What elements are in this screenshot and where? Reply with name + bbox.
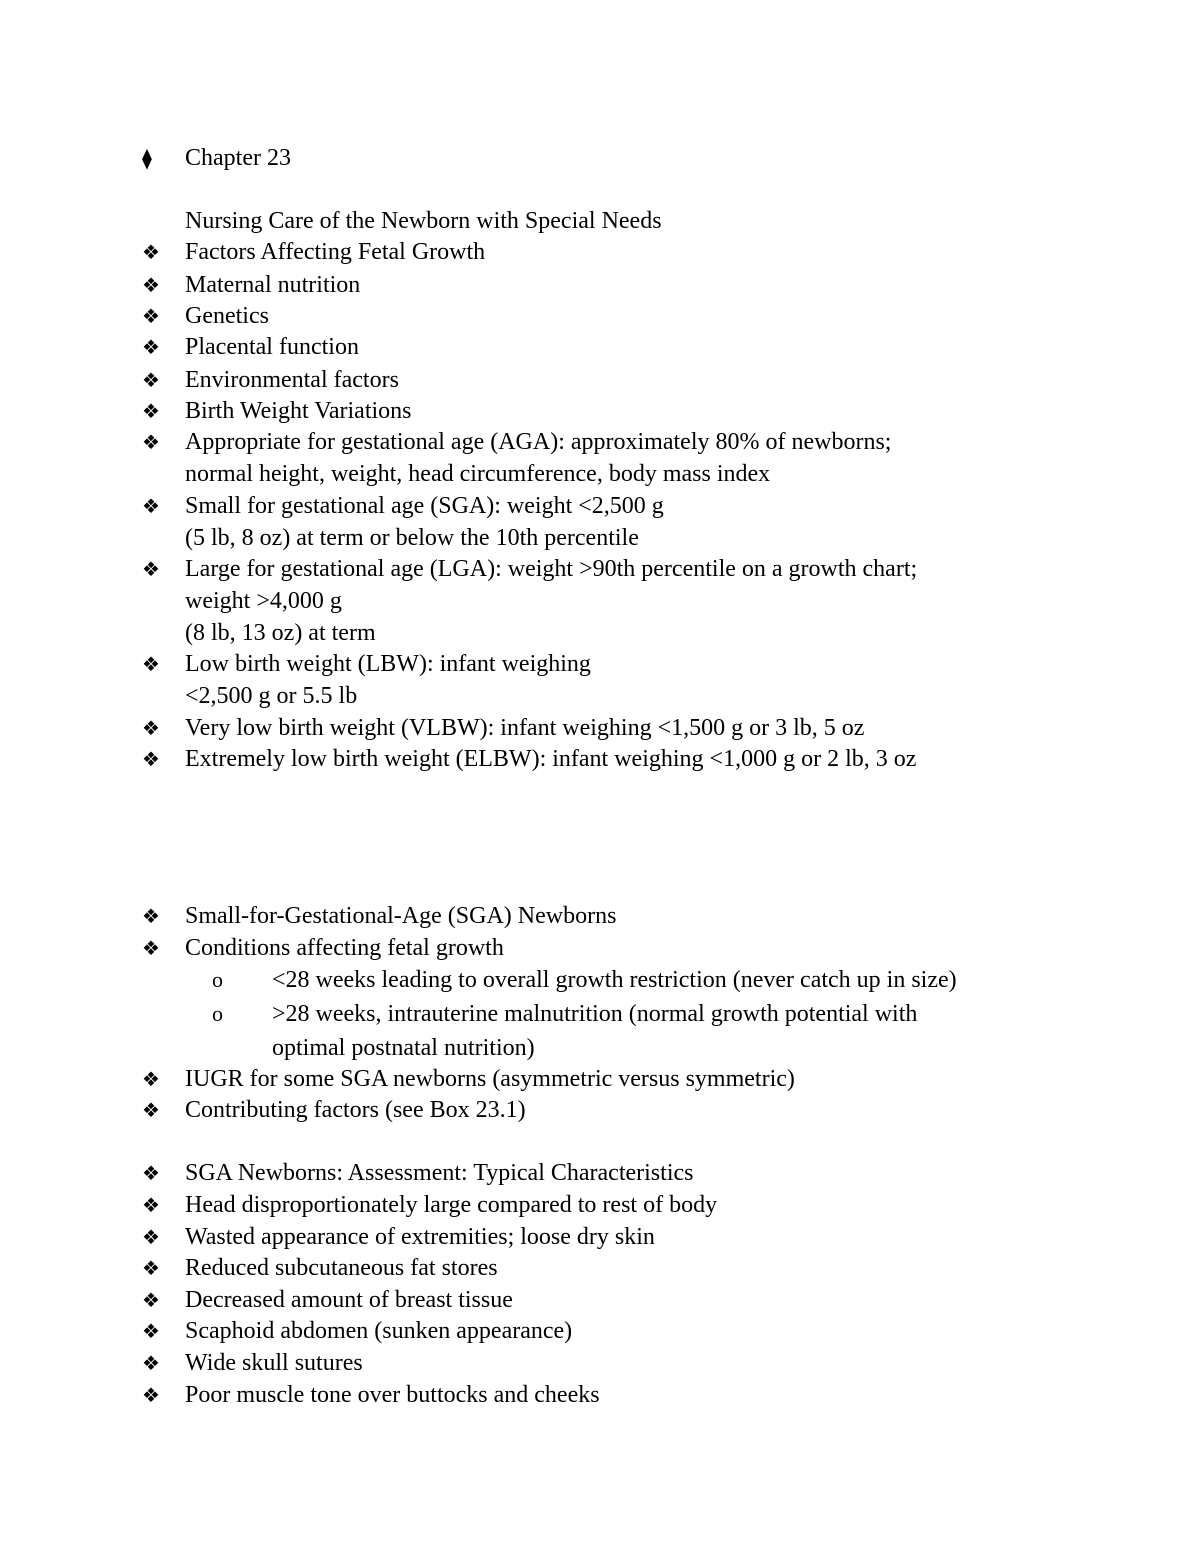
diamond-bullet-icon: ❖ bbox=[142, 1161, 160, 1185]
list-item: Head disproportionately large compared to rest of body bbox=[185, 1192, 718, 1218]
diamond-bullet-icon: ❖ bbox=[142, 557, 160, 581]
diamond-bullet-icon: ❖ bbox=[142, 652, 160, 676]
list-item: Small for gestational age (SGA): weight <2,500 g bbox=[185, 493, 664, 519]
diamond-bullet-icon: ❖ bbox=[142, 716, 160, 740]
sub-list-item: >28 weeks, intrauterine malnutrition (normal growth potential with bbox=[272, 1001, 918, 1027]
list-item: Maternal nutrition bbox=[185, 272, 361, 298]
list-item-continuation: (8 lb, 13 oz) at term bbox=[185, 620, 376, 646]
sub-list-item-continuation: optimal postnatal nutrition) bbox=[272, 1035, 535, 1061]
list-item: Wide skull sutures bbox=[185, 1350, 363, 1376]
diamond-bullet-icon: ❖ bbox=[142, 1193, 160, 1217]
list-item: Large for gestational age (LGA): weight >90th percentile on a growth chart; bbox=[185, 556, 918, 582]
list-item: IUGR for some SGA newborns (asymmetric versus symmetric) bbox=[185, 1066, 795, 1092]
chapter-bullet-icon: ⧫ bbox=[142, 146, 152, 170]
list-item: Scaphoid abdomen (sunken appearance) bbox=[185, 1318, 573, 1344]
circle-bullet-icon: o bbox=[212, 967, 223, 992]
diamond-bullet-icon: ❖ bbox=[142, 1319, 160, 1343]
list-item: Decreased amount of breast tissue bbox=[185, 1287, 513, 1313]
list-item: Environmental factors bbox=[185, 367, 399, 393]
list-item: Poor muscle tone over buttocks and cheeks bbox=[185, 1382, 600, 1408]
list-item: Wasted appearance of extremities; loose dry skin bbox=[185, 1224, 655, 1250]
list-item: Contributing factors (see Box 23.1) bbox=[185, 1097, 526, 1123]
diamond-bullet-icon: ❖ bbox=[142, 936, 160, 960]
document-subtitle: Nursing Care of the Newborn with Special Needs bbox=[185, 208, 662, 234]
list-item-continuation: <2,500 g or 5.5 lb bbox=[185, 683, 358, 709]
list-item: Conditions affecting fetal growth bbox=[185, 935, 504, 961]
diamond-bullet-icon: ❖ bbox=[142, 494, 160, 518]
diamond-bullet-icon: ❖ bbox=[142, 1351, 160, 1375]
diamond-bullet-icon: ❖ bbox=[142, 430, 160, 454]
diamond-bullet-icon: ❖ bbox=[142, 368, 160, 392]
diamond-bullet-icon: ❖ bbox=[142, 1256, 160, 1280]
list-item: Reduced subcutaneous fat stores bbox=[185, 1255, 498, 1281]
list-item-continuation: normal height, weight, head circumference, body mass index bbox=[185, 461, 771, 487]
list-item: Small-for-Gestational-Age (SGA) Newborns bbox=[185, 903, 617, 929]
diamond-bullet-icon: ❖ bbox=[142, 1225, 160, 1249]
chapter-title: Chapter 23 bbox=[185, 145, 291, 171]
sub-list-item: <28 weeks leading to overall growth restriction (never catch up in size) bbox=[272, 967, 957, 993]
diamond-bullet-icon: ❖ bbox=[142, 904, 160, 928]
list-item: Appropriate for gestational age (AGA): approximately 80% of newborns; bbox=[185, 429, 892, 455]
diamond-bullet-icon: ❖ bbox=[142, 1067, 160, 1091]
diamond-bullet-icon: ❖ bbox=[142, 1288, 160, 1312]
list-item: Placental function bbox=[185, 334, 359, 360]
diamond-bullet-icon: ❖ bbox=[142, 304, 160, 328]
diamond-bullet-icon: ❖ bbox=[142, 747, 160, 771]
diamond-bullet-icon: ❖ bbox=[142, 1098, 160, 1122]
list-item: Low birth weight (LBW): infant weighing bbox=[185, 651, 591, 677]
list-item: Genetics bbox=[185, 303, 269, 329]
list-item-continuation: (5 lb, 8 oz) at term or below the 10th percentile bbox=[185, 525, 639, 551]
list-item: Extremely low birth weight (ELBW): infant weighing <1,000 g or 2 lb, 3 oz bbox=[185, 746, 917, 772]
list-item: Factors Affecting Fetal Growth bbox=[185, 239, 486, 265]
diamond-bullet-icon: ❖ bbox=[142, 399, 160, 423]
diamond-bullet-icon: ❖ bbox=[142, 273, 160, 297]
diamond-bullet-icon: ❖ bbox=[142, 335, 160, 359]
list-item-continuation: weight >4,000 g bbox=[185, 588, 342, 614]
list-item: Birth Weight Variations bbox=[185, 398, 412, 424]
diamond-bullet-icon: ❖ bbox=[142, 1383, 160, 1407]
list-item: Very low birth weight (VLBW): infant weighing <1,500 g or 3 lb, 5 oz bbox=[185, 715, 865, 741]
circle-bullet-icon: o bbox=[212, 1001, 223, 1026]
diamond-bullet-icon: ❖ bbox=[142, 240, 160, 264]
list-item: SGA Newborns: Assessment: Typical Characteristics bbox=[185, 1160, 694, 1186]
